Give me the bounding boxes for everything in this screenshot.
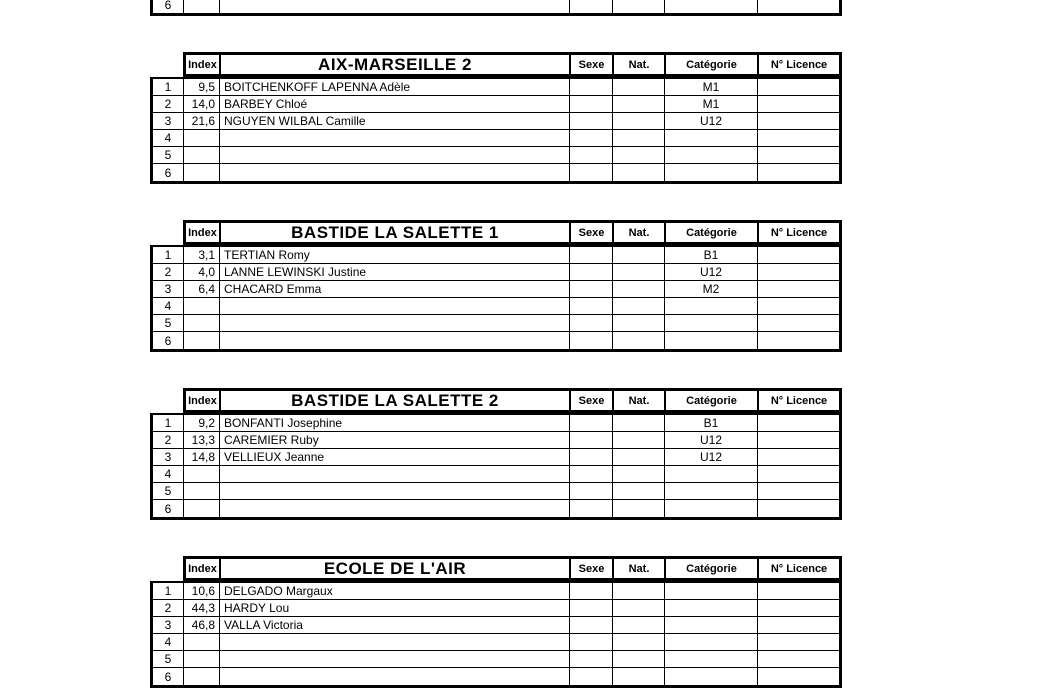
sexe-cell: [569, 147, 612, 163]
sexe-cell: [569, 264, 612, 280]
row-number-cell: 4: [164, 299, 172, 313]
licence-cell: [757, 247, 839, 263]
categorie-cell: B1: [664, 247, 757, 263]
nat-cell: [612, 617, 664, 633]
col-header-categorie: Catégorie: [664, 223, 757, 242]
index-cell: 21,6: [183, 113, 219, 129]
licence-cell: [757, 651, 839, 667]
nat-cell: [612, 113, 664, 129]
row-number-cell: 3: [164, 450, 172, 464]
sexe-cell: [569, 668, 612, 685]
licence-cell: [757, 634, 839, 650]
nat-cell: [612, 130, 664, 146]
player-name-cell: TERTIAN Romy: [219, 247, 569, 263]
licence-cell: [757, 113, 839, 129]
table-row: [153, 79, 839, 96]
row-number-cell: 2: [164, 601, 172, 615]
index-cell: 9,2: [183, 415, 219, 431]
licence-cell: [757, 483, 839, 499]
table-row: [153, 432, 839, 449]
player-name-cell: BARBEY Chloé: [219, 96, 569, 112]
index-cell: [183, 298, 219, 314]
sexe-cell: [569, 617, 612, 633]
categorie-cell: U12: [664, 113, 757, 129]
index-cell: [183, 0, 219, 13]
table-row: [153, 668, 839, 685]
row-number-cell: 1: [164, 248, 172, 262]
sexe-cell: [569, 432, 612, 448]
licence-cell: [757, 415, 839, 431]
nat-cell: [612, 483, 664, 499]
index-cell: [183, 147, 219, 163]
index-cell: 4,0: [183, 264, 219, 280]
col-header-nat: Nat.: [612, 223, 664, 242]
row-number-cell: 1: [164, 584, 172, 598]
categorie-cell: [664, 668, 757, 685]
table-row: [153, 583, 839, 600]
row-number-cell: 3: [164, 618, 172, 632]
row-number-cell: 6: [164, 0, 172, 12]
col-header-sexe: Sexe: [569, 55, 612, 74]
row-number-cell: 5: [164, 484, 172, 498]
table-row: [153, 449, 839, 466]
table-body: [150, 0, 842, 16]
player-name-cell: HARDY Lou: [219, 600, 569, 616]
table-row: [153, 0, 839, 13]
row-number-cell: 2: [164, 433, 172, 447]
nat-cell: [612, 634, 664, 650]
nat-cell: [612, 432, 664, 448]
player-name-cell: NGUYEN WILBAL Camille: [219, 113, 569, 129]
sexe-cell: [569, 0, 612, 13]
player-name-cell: [219, 130, 569, 146]
team-table: [150, 556, 842, 688]
sexe-cell: [569, 600, 612, 616]
table-row: [153, 147, 839, 164]
index-cell: 14,8: [183, 449, 219, 465]
categorie-cell: [664, 0, 757, 13]
table-body: [150, 413, 842, 520]
nat-cell: [612, 164, 664, 181]
table-row: [153, 500, 839, 517]
categorie-cell: M2: [664, 281, 757, 297]
player-name-cell: [219, 668, 569, 685]
table-row: [153, 332, 839, 349]
index-cell: [183, 164, 219, 181]
categorie-cell: [664, 332, 757, 349]
player-name-cell: LANNE LEWINSKI Justine: [219, 264, 569, 280]
index-cell: 9,5: [183, 79, 219, 95]
index-cell: [183, 500, 219, 517]
nat-cell: [612, 600, 664, 616]
categorie-cell: [664, 617, 757, 633]
categorie-cell: M1: [664, 96, 757, 112]
sexe-cell: [569, 96, 612, 112]
nat-cell: [612, 147, 664, 163]
row-number-cell: 1: [164, 416, 172, 430]
categorie-cell: [664, 130, 757, 146]
player-name-cell: [219, 466, 569, 482]
col-header-nat: Nat.: [612, 559, 664, 578]
licence-cell: [757, 264, 839, 280]
categorie-cell: [664, 500, 757, 517]
player-name-cell: VELLIEUX Jeanne: [219, 449, 569, 465]
licence-cell: [757, 79, 839, 95]
sexe-cell: [569, 500, 612, 517]
licence-cell: [757, 332, 839, 349]
team-table: [150, 52, 842, 184]
table-row: [153, 96, 839, 113]
player-name-cell: BONFANTI Josephine: [219, 415, 569, 431]
categorie-cell: U12: [664, 432, 757, 448]
licence-cell: [757, 583, 839, 599]
table-row: [153, 130, 839, 147]
index-cell: [183, 483, 219, 499]
col-header-licence: N° Licence: [757, 559, 839, 578]
categorie-cell: [664, 583, 757, 599]
index-cell: 46,8: [183, 617, 219, 633]
categorie-cell: B1: [664, 415, 757, 431]
row-number-cell: 6: [164, 669, 172, 684]
row-number-cell: 3: [164, 114, 172, 128]
table-row: [153, 466, 839, 483]
col-header-categorie: Catégorie: [664, 559, 757, 578]
sexe-cell: [569, 634, 612, 650]
table-row: [153, 298, 839, 315]
index-cell: [183, 466, 219, 482]
nat-cell: [612, 247, 664, 263]
sexe-cell: [569, 651, 612, 667]
nat-cell: [612, 298, 664, 314]
nat-cell: [612, 651, 664, 667]
licence-cell: [757, 281, 839, 297]
index-cell: 13,3: [183, 432, 219, 448]
col-header-licence: N° Licence: [757, 55, 839, 74]
col-header-index: Index: [188, 562, 217, 575]
licence-cell: [757, 315, 839, 331]
player-name-cell: BOITCHENKOFF LAPENNA Adèle: [219, 79, 569, 95]
index-cell: [183, 634, 219, 650]
licence-cell: [757, 617, 839, 633]
index-cell: [183, 668, 219, 685]
player-name-cell: DELGADO Margaux: [219, 583, 569, 599]
table-row: [153, 264, 839, 281]
index-cell: [183, 315, 219, 331]
col-header-index: Index: [188, 394, 217, 407]
team-name-header: ECOLE DE L'AIR: [219, 559, 569, 578]
licence-cell: [757, 147, 839, 163]
player-name-cell: [219, 298, 569, 314]
categorie-cell: [664, 466, 757, 482]
table-header-row: [183, 220, 842, 245]
team-table: [150, 0, 842, 16]
table-body: [150, 77, 842, 184]
row-number-cell: 6: [164, 333, 172, 348]
sexe-cell: [569, 113, 612, 129]
index-cell: 14,0: [183, 96, 219, 112]
categorie-cell: [664, 147, 757, 163]
player-name-cell: [219, 0, 569, 13]
table-row: [153, 247, 839, 264]
table-row: [153, 415, 839, 432]
col-header-sexe: Sexe: [569, 559, 612, 578]
sexe-cell: [569, 281, 612, 297]
col-header-sexe: Sexe: [569, 391, 612, 410]
player-name-cell: CHACARD Emma: [219, 281, 569, 297]
licence-cell: [757, 600, 839, 616]
sexe-cell: [569, 79, 612, 95]
licence-cell: [757, 164, 839, 181]
categorie-cell: [664, 600, 757, 616]
index-cell: 3,1: [183, 247, 219, 263]
col-header-categorie: Catégorie: [664, 391, 757, 410]
nat-cell: [612, 466, 664, 482]
sexe-cell: [569, 315, 612, 331]
team-name-header: BASTIDE LA SALETTE 1: [219, 223, 569, 242]
nat-cell: [612, 0, 664, 13]
table-row: [153, 164, 839, 181]
player-name-cell: [219, 500, 569, 517]
row-number-cell: 4: [164, 131, 172, 145]
col-header-index: Index: [188, 226, 217, 239]
nat-cell: [612, 415, 664, 431]
table-header-row: [183, 556, 842, 581]
nat-cell: [612, 315, 664, 331]
row-number-cell: 3: [164, 282, 172, 296]
sexe-cell: [569, 449, 612, 465]
index-cell: 6,4: [183, 281, 219, 297]
licence-cell: [757, 298, 839, 314]
licence-cell: [757, 466, 839, 482]
table-row: [153, 600, 839, 617]
table-header-row: [183, 52, 842, 77]
nat-cell: [612, 500, 664, 517]
nat-cell: [612, 79, 664, 95]
categorie-cell: [664, 651, 757, 667]
sexe-cell: [569, 164, 612, 181]
nat-cell: [612, 264, 664, 280]
sexe-cell: [569, 483, 612, 499]
player-name-cell: [219, 651, 569, 667]
categorie-cell: M1: [664, 79, 757, 95]
nat-cell: [612, 96, 664, 112]
sexe-cell: [569, 247, 612, 263]
player-name-cell: [219, 634, 569, 650]
table-row: [153, 651, 839, 668]
table-header-row: [183, 388, 842, 413]
index-cell: [183, 130, 219, 146]
index-cell: 44,3: [183, 600, 219, 616]
player-name-cell: CAREMIER Ruby: [219, 432, 569, 448]
licence-cell: [757, 449, 839, 465]
row-number-cell: 4: [164, 635, 172, 649]
col-header-licence: N° Licence: [757, 223, 839, 242]
row-number-cell: 6: [164, 501, 172, 516]
licence-cell: [757, 668, 839, 685]
table-row: [153, 634, 839, 651]
nat-cell: [612, 583, 664, 599]
row-number-cell: 1: [164, 80, 172, 94]
table-row: [153, 281, 839, 298]
sexe-cell: [569, 583, 612, 599]
table-row: [153, 617, 839, 634]
nat-cell: [612, 449, 664, 465]
sexe-cell: [569, 130, 612, 146]
index-cell: [183, 651, 219, 667]
table-body: [150, 581, 842, 688]
table-row: [153, 315, 839, 332]
team-name-header: AIX-MARSEILLE 2: [219, 55, 569, 74]
nat-cell: [612, 281, 664, 297]
nat-cell: [612, 668, 664, 685]
col-header-index: Index: [188, 58, 217, 71]
sexe-cell: [569, 466, 612, 482]
index-cell: 10,6: [183, 583, 219, 599]
row-number-cell: 4: [164, 467, 172, 481]
col-header-licence: N° Licence: [757, 391, 839, 410]
categorie-cell: [664, 634, 757, 650]
nat-cell: [612, 332, 664, 349]
licence-cell: [757, 500, 839, 517]
player-name-cell: [219, 164, 569, 181]
categorie-cell: [664, 315, 757, 331]
player-name-cell: [219, 483, 569, 499]
licence-cell: [757, 96, 839, 112]
row-number-cell: 5: [164, 316, 172, 330]
player-name-cell: [219, 147, 569, 163]
categorie-cell: [664, 164, 757, 181]
index-cell: [183, 332, 219, 349]
team-name-header: BASTIDE LA SALETTE 2: [219, 391, 569, 410]
col-header-sexe: Sexe: [569, 223, 612, 242]
player-name-cell: [219, 332, 569, 349]
row-number-cell: 5: [164, 652, 172, 666]
sexe-cell: [569, 332, 612, 349]
row-number-cell: 5: [164, 148, 172, 162]
categorie-cell: U12: [664, 264, 757, 280]
player-name-cell: VALLA Victoria: [219, 617, 569, 633]
table-row: [153, 113, 839, 130]
col-header-nat: Nat.: [612, 55, 664, 74]
table-row: [153, 483, 839, 500]
sexe-cell: [569, 298, 612, 314]
team-table: [150, 220, 842, 352]
table-body: [150, 245, 842, 352]
row-number-cell: 2: [164, 97, 172, 111]
licence-cell: [757, 0, 839, 13]
col-header-nat: Nat.: [612, 391, 664, 410]
categorie-cell: [664, 298, 757, 314]
licence-cell: [757, 130, 839, 146]
col-header-categorie: Catégorie: [664, 55, 757, 74]
player-name-cell: [219, 315, 569, 331]
row-number-cell: 2: [164, 265, 172, 279]
sexe-cell: [569, 415, 612, 431]
row-number-cell: 6: [164, 165, 172, 180]
categorie-cell: [664, 483, 757, 499]
licence-cell: [757, 432, 839, 448]
categorie-cell: U12: [664, 449, 757, 465]
team-table: [150, 388, 842, 520]
